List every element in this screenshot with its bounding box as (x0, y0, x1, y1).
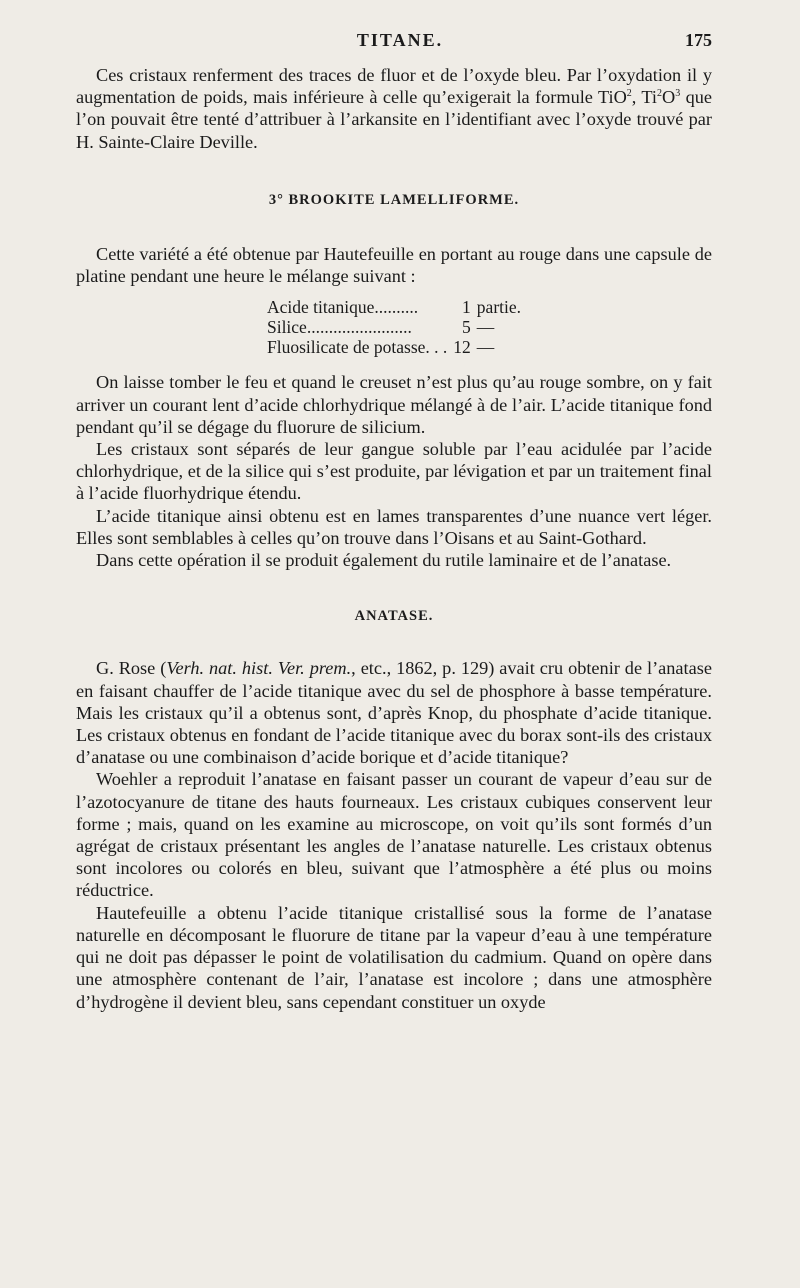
paragraph-hautefeuille-method: Cette variété a été obtenue par Hautefeuille en portant au rouge dans une capsule de platine pendant une heure le mélange suivant : (76, 244, 712, 287)
citation-title: Verh. nat. hist. Ver. prem. (166, 658, 352, 679)
paragraph-fluor-traces (76, 64, 712, 153)
paragraph-cooling: On laisse tomber le feu et quand le creuset n’est plus qu’au rouge sombre, on y fait arriver un courant lent d’acide chlorhydrique mélangé à de l’air. L’acide titanique fond pendant qu’il se dégage du fluorure de silicium. (76, 372, 712, 437)
recipe-ingredient: Fluosilicate de potasse. . . (266, 337, 448, 358)
recipe-quantity: 1 (462, 297, 471, 318)
superscript: 3 (675, 88, 681, 100)
page-header (0, 30, 800, 60)
paragraph-text: G. Rose ( (96, 658, 167, 679)
paragraph-text: Ces cristaux renferment des traces de fluor et de l’oxyde bleu. Par l’oxydation il y augmentation de poids, mais inférieure à celle qu’exigerait la formule TiO (76, 65, 712, 108)
paragraph-separation: Les cristaux sont séparés de leur gangue soluble par l’eau acidulée par l’acide chlorhydrique, et de la silice qui s’est produite, par lévigation et par un traitement final à l’acide fluorhydrique étendu. (76, 439, 712, 504)
paragraph-text: , etc., 1862, p. 129) avait cru obtenir de l’anatase en faisant chauffer de l’acide titanique avec du sel de phosphore à basse température. Mais les cristaux qu’il a obtenus sont, d’après Knop, du phosphate d’acide titanique. Les cristaux obtenus en fondant de l’acide titanique avec du borax sont-ils des cristaux d’anatase ou une combinaison d’acide borique et d’acide titanique? (76, 658, 712, 768)
recipe-unit: partie. (476, 297, 522, 318)
paragraph-text: O (662, 87, 676, 108)
recipe-ingredient: Silice........................ (266, 317, 412, 338)
body-text (76, 64, 712, 1013)
superscript: 2 (626, 88, 632, 100)
recipe-row (267, 317, 521, 337)
recipe-unit: — (476, 317, 495, 338)
recipe-table (267, 297, 521, 357)
paragraph-text: , Ti (631, 87, 658, 108)
section-heading-brookite: 3° BROOKITE LAMELLIFORME. (268, 191, 520, 208)
paragraph-rose (76, 657, 712, 768)
recipe-ingredient: Acide titanique.......... (266, 297, 419, 318)
paragraph-woehler: Woehler a reproduit l’anatase en faisant passer un courant de vapeur d’eau sur de l’azotocyanure de titane des hauts fourneaux. Les cristaux cubiques conservent leur forme ; mais, quand on les examine au microscope, on voit qu’ils sont formés d’un agrégat de cristaux présentant les angles de l’anatase naturelle. Les cristaux obtenus sont incolores ou colorés en bleu, suivant que l’atmosphère a été plus ou moins réductrice. (76, 769, 712, 901)
running-title: TITANE. (356, 30, 444, 50)
section-heading-anatase: ANATASE. (354, 608, 434, 625)
paragraph-appearance: L’acide titanique ainsi obtenu est en lames transparentes d’une nuance vert léger. Elles sont semblables à celles qu’on trouve dans l’Oisans et au Saint-Gothard. (76, 505, 712, 548)
paragraph-hautefeuille-anatase: Hautefeuille a obtenu l’acide titanique cristallisé sous la forme de l’anatase naturelle en décomposant le fluorure de titane par la vapeur d’eau à une température qui ne doit pas dépasser le point de volatilisation du cadmium. Quand on opère dans une atmosphère contenant de l’air, l’anatase est incolore ; dans une atmosphère d’hydrogène il devient bleu, sans cependant constituer un oxyde (76, 902, 712, 1012)
recipe-row (267, 337, 521, 357)
recipe-unit: — (476, 337, 495, 358)
paragraph-byproducts: Dans cette opération il se produit également du rutile laminaire et de l’anatase. (96, 550, 672, 571)
superscript: 2 (657, 88, 663, 100)
recipe-quantity: 5 (462, 317, 471, 338)
recipe-row (267, 297, 521, 317)
paragraph-text: que l’on pouvait être tenté d’attribuer à l’arkansite en l’identifiant avec l’oxyde trouvé par H. Sainte-Claire Deville. (76, 87, 712, 152)
recipe-quantity: 12 (453, 337, 471, 358)
page-number: 175 (685, 30, 712, 50)
